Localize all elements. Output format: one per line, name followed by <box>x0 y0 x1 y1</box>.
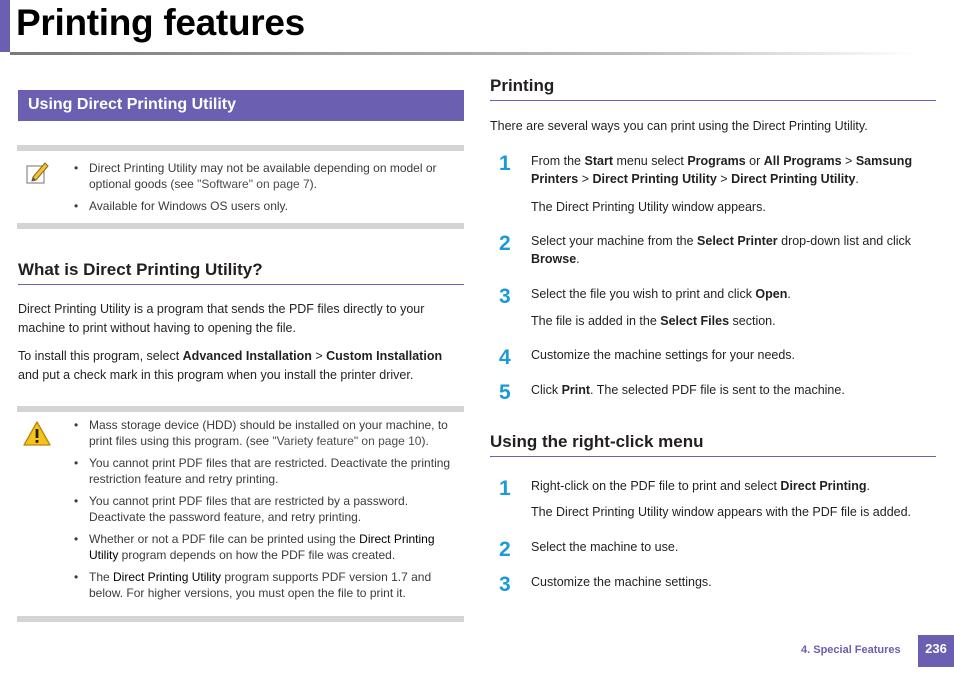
note-box <box>17 145 464 229</box>
step-text: Select the machine to use. <box>531 540 679 554</box>
caution-item: • The Direct Printing Utility program supports PDF version 1.7 and below. For higher versions, you must open the file to print it. <box>74 569 462 601</box>
step-number: 5 <box>499 381 511 404</box>
caution-item: • You cannot print PDF files that are restricted. Deactivate the printing restriction feature and retry printing. <box>74 455 462 487</box>
step-number: 1 <box>499 152 511 175</box>
install-paragraph: To install this program, select Advanced Installation > Custom Installation and put a check mark in this program when you install the printer driver. <box>18 349 443 382</box>
section-band-title: Using Direct Printing Utility <box>18 90 464 121</box>
step-result: The Direct Printing Utility window appears. <box>531 200 766 214</box>
step-number: 2 <box>499 232 511 255</box>
step-text: From the Start menu select Programs or All Programs > Samsung Printers > Direct Printing Utility > Direct Printing Utility. <box>531 154 913 186</box>
step-text: Click Print. The selected PDF file is sent to the machine. <box>531 383 845 397</box>
step-text: Customize the machine settings for your needs. <box>531 348 796 362</box>
caution-list <box>74 417 462 607</box>
step-text: Right-click on the PDF file to print and select Direct Printing. <box>531 479 871 493</box>
step-text: Customize the machine settings. <box>531 575 712 589</box>
note-list <box>74 160 462 220</box>
variety-feature-link[interactable]: "Variety feature" on page 10 <box>272 434 422 448</box>
step-result: The Direct Printing Utility window appears with the PDF file is added. <box>531 505 912 519</box>
note-pencil-icon <box>25 160 51 191</box>
printing-intro: There are several ways you can print using the Direct Printing Utility. <box>490 119 868 133</box>
step-number: 3 <box>499 573 511 596</box>
step-text: Select your machine from the Select Printer drop-down list and click Browse. <box>531 234 912 266</box>
step-number: 3 <box>499 285 511 308</box>
printing-heading: Printing <box>490 76 936 101</box>
header-accent-bar <box>0 0 10 52</box>
step-number: 1 <box>499 477 511 500</box>
step-text: Select the file you wish to print and click Open. <box>531 287 791 301</box>
caution-item: • Whether or not a PDF file can be printed using the Direct Printing Utility program depends on how the PDF file was created. <box>74 531 462 563</box>
note-item: • Available for Windows OS users only. <box>74 198 462 214</box>
step-number: 4 <box>499 346 511 369</box>
page-title: Printing features <box>16 2 305 43</box>
step-result: The file is added in the Select Files section. <box>531 314 776 328</box>
what-is-paragraph: Direct Printing Utility is a program that sends the PDF files directly to your machine to print without having to opening the file. <box>18 302 425 335</box>
warning-icon <box>22 420 52 453</box>
footer-section-label: 4. Special Features <box>801 644 901 656</box>
caution-item: • You cannot print PDF files that are restricted by a password. Deactivate the password feature, and retry printing. <box>74 493 462 525</box>
note-item: • Direct Printing Utility may not be available depending on model or optional goods (see "Software" on page 7). <box>74 160 462 192</box>
title-rule <box>10 52 915 55</box>
step-number: 2 <box>499 538 511 561</box>
page-number: 236 <box>918 635 954 667</box>
software-link[interactable]: "Software" on page 7 <box>197 177 310 191</box>
caution-item: • Mass storage device (HDD) should be installed on your machine, to print files using this program. (see "Variety feature" on page 10). <box>74 417 462 449</box>
right-click-heading: Using the right-click menu <box>490 432 936 457</box>
what-is-heading: What is Direct Printing Utility? <box>18 260 464 285</box>
caution-box <box>17 406 464 622</box>
